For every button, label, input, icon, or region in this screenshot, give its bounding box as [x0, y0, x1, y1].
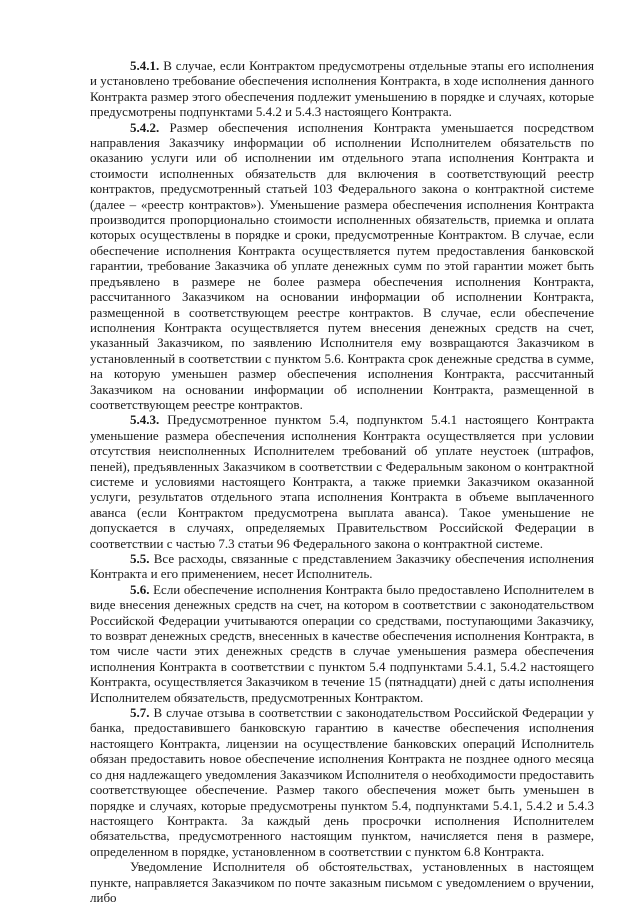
- clause-text: Уведомление Исполнителя об обстоятельствах, установленных в настоящем пункте, направляется Заказчиком по почте заказным письмом с уведомлением о вручении, либо: [90, 859, 594, 905]
- clause-text: Размер обеспечения исполнения Контракта уменьшается посредством направления Заказчику информации об исполнении Исполнителем обязательств по оказанию услуги или об исполнении им отдельного этапа исполнения Контракта и стоимости исполненных обязательств для включения в соответствующий реестр контрактов, предусмотренный статьей 103 Федерального закона о контрактной системе (далее – «реестр контрактов»). Уменьшение размера обеспечения исполнения Контракта производится пропорционально стоимости исполненных обязательств, приемка и оплата которых осуществлены в порядке и сроки, предусмотренные Контрактом. В случае, если обеспечение исполнения Контракта осуществляется путем предоставления банковской гарантии, требование Заказчика об уплате денежных сумм по этой гарантии может быть предъявлено в размере не более размера обеспечения исполнения Контракта, рассчитанного Заказчиком на основании информации об исполнении Контракта, размещенной в соответствующем реестре контрактов. В случае, если обеспечение исполнения Контракта осуществляется путем внесения денежных средств на счет, указанный Заказчиком, по заявлению Исполнителя ему возвращаются Заказчиком в установленный в соответствии с пунктом 5.6. Контракта срок денежные средства в сумме, на которую уменьшен размер обеспечения исполнения Контракта, рассчитанный Заказчиком на основании информации об исполнении Контракта, размещенной в соответствующем реестре контрактов.: [90, 119, 594, 412]
- paragraph-5-5: [90, 551, 594, 582]
- paragraph-5-6: [90, 582, 594, 705]
- clause-number: 5.7.: [130, 705, 150, 721]
- clause-number: 5.4.3.: [130, 412, 160, 428]
- clause-number: 5.4.1.: [130, 58, 160, 73]
- clause-number: 5.6.: [130, 581, 150, 597]
- paragraph-5-4-3: [90, 412, 594, 551]
- paragraph-notification: [90, 859, 594, 905]
- clause-text: В случае отзыва в соответствии с законодательством Российской Федерации у банка, предоставившего банковскую гарантию в качестве обеспечения исполнения настоящего Контракта, лицензии на осуществление банковских операций Исполнитель обязан предоставить новое обеспечение исполнения Контракта не позднее одного месяца со дня надлежащего уведомления Заказчиком Исполнителя о необходимости предоставить соответствующее обеспечение. Размер такого обеспечения может быть уменьшен в порядке и случаях, которые предусмотрены пунктом 5.4, подпунктами 5.4.1, 5.4.2 и 5.4.3 настоящего Контракта. За каждый день просрочки исполнения Исполнителем обязательства, предусмотренного настоящим пунктом, начисляется пеня в размере, определенном в порядке, установленном в соответствии с пунктом 6.8 Контракта.: [90, 705, 594, 859]
- clause-text: В случае, если Контрактом предусмотрены отдельные этапы его исполнения и установлено требование обеспечения исполнения Контракта, в ходе исполнения данного Контракта размер этого обеспечения подлежит уменьшению в порядке и случаях, которые предусмотрены подпунктами 5.4.2 и 5.4.3 настоящего Контракта.: [90, 58, 594, 120]
- clause-text: Предусмотренное пунктом 5.4, подпунктом 5.4.1 настоящего Контракта уменьшение размера обеспечения исполнения Контракта осуществляется при условии отсутствия неисполненных Исполнителем требований об уплате неустоек (штрафов, пеней), предъявленных Заказчиком в соответствии с Федеральным законом о контрактной системе и условиями настоящего Контракта, а также приемки Заказчиком оказанной услуги, результатов отдельного этапа исполнения Контракта в объеме выплаченного аванса (если Контрактом предусмотрена выплата аванса). Такое уменьшение не допускается в случаях, определяемых Правительством Российской Федерации в соответствии с частью 7.3 статьи 96 Федерального закона о контрактной системе.: [90, 412, 594, 551]
- clause-text: Все расходы, связанные с представлением Заказчику обеспечения исполнения Контракта и его применением, несет Исполнитель.: [90, 551, 594, 582]
- clause-text: Если обеспечение исполнения Контракта было предоставлено Исполнителем в виде внесения денежных средств на счет, на котором в соответствии с законодательством Российской Федерации учитываются операции со средствами, поступающими Заказчику, то возврат денежных средств, внесенных в качестве обеспечения исполнения Контракта, в том числе части этих денежных средств в случае уменьшения размера обеспечения исполнения Контракта в соответствии с пунктом 5.4 подпунктами 5.4.1, 5.4.2 настоящего Контракта, осуществляется Заказчиком в течение 15 (пятнадцати) дней с даты исполнения Исполнителем обязательств, предусмотренных Контрактом.: [90, 581, 594, 705]
- clause-number: 5.5.: [130, 551, 150, 566]
- paragraph-5-4-2: [90, 120, 594, 413]
- paragraph-5-4-1: [90, 58, 594, 120]
- clause-number: 5.4.2.: [130, 119, 160, 135]
- paragraph-5-7: [90, 705, 594, 859]
